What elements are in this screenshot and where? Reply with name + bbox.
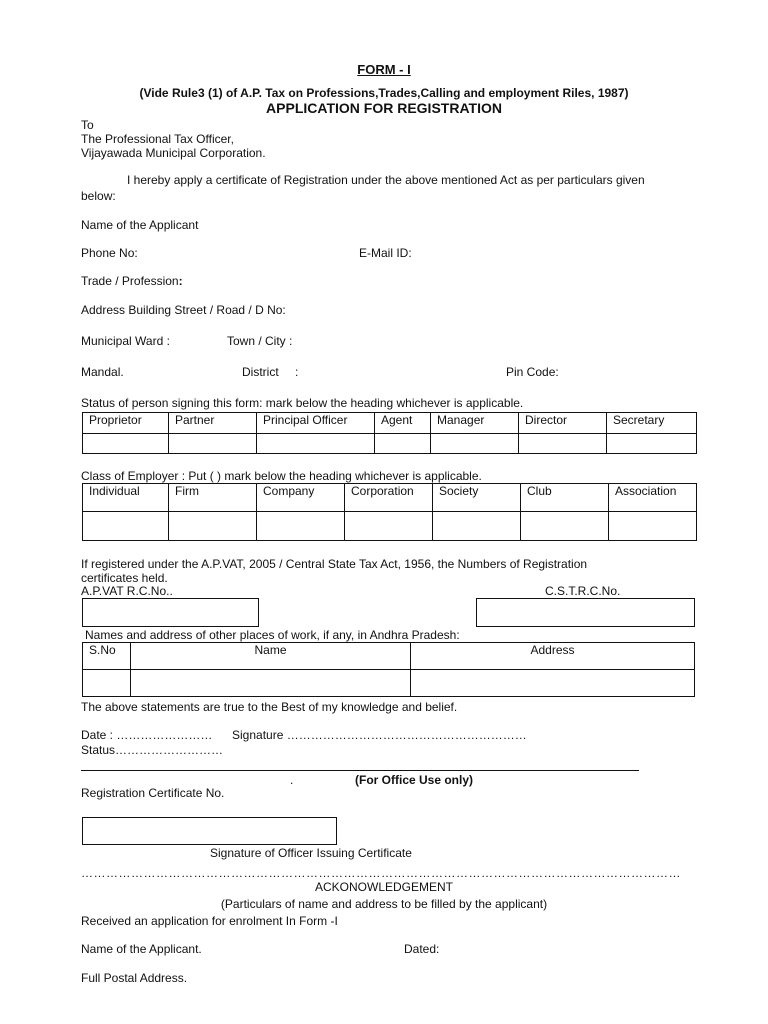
signature-field: Signature …………………………………………………… xyxy=(232,728,527,742)
intro-line-2: below: xyxy=(81,189,116,203)
status-mark-row xyxy=(83,434,697,454)
status-mark-cell[interactable] xyxy=(431,434,519,454)
status-header-row xyxy=(83,413,697,434)
places-entry-cell[interactable] xyxy=(411,670,695,697)
trade-label-colon: : xyxy=(178,274,183,288)
ack-applicant-name: Name of the Applicant. xyxy=(81,942,202,956)
status-instruction: Status of person signing this form: mark below the heading whichever is applicable. xyxy=(81,396,524,410)
ack-received: Received an application for enrolment In Form -I xyxy=(81,914,338,928)
apvat-number-box[interactable] xyxy=(82,598,259,627)
status-mark-cell[interactable] xyxy=(169,434,257,454)
employer-col-company: Company xyxy=(257,484,345,512)
address-corporation: Vijayawada Municipal Corporation. xyxy=(81,146,266,160)
employer-mark-cell[interactable] xyxy=(433,512,521,541)
ack-postal-address: Full Postal Address. xyxy=(81,971,188,985)
status-mark-cell[interactable] xyxy=(83,434,169,454)
status-mark-cell[interactable] xyxy=(257,434,375,454)
intro-line-1: I hereby apply a certificate of Registration under the above mentioned Act as per particulars given xyxy=(127,173,645,187)
ack-dated: Dated: xyxy=(404,942,440,956)
applicant-name-label: Name of the Applicant xyxy=(81,218,199,232)
registration-line-1: If registered under the A.P.VAT, 2005 / Central State Tax Act, 1956, the Numbers of Registration xyxy=(81,557,588,571)
employer-mark-cell[interactable] xyxy=(345,512,433,541)
places-entry-cell[interactable] xyxy=(83,670,131,697)
cut-line: ……………………………………………………………………………………………………………………………… xyxy=(81,866,681,880)
apvat-label: A.P.VAT R.C.No.. xyxy=(81,584,173,598)
office-dot: . xyxy=(290,773,294,787)
employer-mark-cell[interactable] xyxy=(521,512,609,541)
status-col-proprietor: Proprietor xyxy=(83,413,169,434)
status-field: Status……………………… xyxy=(81,743,224,757)
ack-title: ACKONOWLEDGEMENT xyxy=(314,880,453,894)
ack-note: (Particulars of name and address to be filled by the applicant) xyxy=(220,897,548,911)
employer-mark-cell[interactable] xyxy=(257,512,345,541)
places-col-name: Name xyxy=(131,643,411,670)
employer-col-association: Association xyxy=(609,484,697,512)
employer-col-individual: Individual xyxy=(83,484,169,512)
office-use-label: (For Office Use only) xyxy=(355,773,474,787)
address-officer: The Professional Tax Officer, xyxy=(81,132,234,146)
reg-cert-number-box[interactable] xyxy=(82,817,337,845)
employer-col-society: Society xyxy=(433,484,521,512)
mandal-label: Mandal. xyxy=(81,365,124,379)
employer-mark-cell[interactable] xyxy=(169,512,257,541)
status-mark-cell[interactable] xyxy=(519,434,607,454)
date-field: Date : …………………… xyxy=(81,728,213,742)
registration-line-2: certificates held. xyxy=(81,571,168,585)
employer-col-corporation: Corporation xyxy=(345,484,433,512)
office-divider xyxy=(81,770,639,771)
trade-label-text: Trade / Profession xyxy=(81,274,179,288)
places-entry-cell[interactable] xyxy=(131,670,411,697)
places-instruction: Names and address of other places of work, if any, in Andhra Pradesh: xyxy=(85,628,460,642)
employer-table xyxy=(82,483,697,541)
places-header-row xyxy=(83,643,695,670)
form-heading: APPLICATION FOR REGISTRATION xyxy=(266,100,502,116)
places-table xyxy=(82,642,695,697)
phone-label: Phone No: xyxy=(81,246,138,260)
trade-label xyxy=(81,274,183,288)
status-mark-cell[interactable] xyxy=(375,434,431,454)
employer-col-firm: Firm xyxy=(169,484,257,512)
status-col-director: Director xyxy=(519,413,607,434)
employer-instruction: Class of Employer : Put ( ) mark below the heading whichever is applicable. xyxy=(81,469,482,483)
district-label: District xyxy=(242,365,279,379)
district-colon: : xyxy=(295,365,299,379)
status-col-principal-officer: Principal Officer xyxy=(257,413,375,434)
employer-mark-row xyxy=(83,512,697,541)
declaration-statement: The above statements are true to the Best of my knowledge and belief. xyxy=(81,700,458,714)
address-line-label: Address Building Street / Road / D No: xyxy=(81,303,286,317)
cst-label: C.S.T.R.C.No. xyxy=(545,584,621,598)
places-col-sno: S.No xyxy=(83,643,131,670)
status-table xyxy=(82,412,697,454)
places-col-address: Address xyxy=(411,643,695,670)
status-col-manager: Manager xyxy=(431,413,519,434)
reg-cert-label: Registration Certificate No. xyxy=(81,786,225,800)
cst-number-box[interactable] xyxy=(476,598,695,627)
status-col-secretary: Secretary xyxy=(607,413,697,434)
officer-signature-label: Signature of Officer Issuing Certificate xyxy=(210,846,412,860)
employer-header-row xyxy=(83,484,697,512)
employer-mark-cell[interactable] xyxy=(609,512,697,541)
status-col-agent: Agent xyxy=(375,413,431,434)
employer-col-club: Club xyxy=(521,484,609,512)
town-label: Town / City : xyxy=(227,334,293,348)
status-col-partner: Partner xyxy=(169,413,257,434)
status-mark-cell[interactable] xyxy=(607,434,697,454)
email-label: E-Mail ID: xyxy=(359,246,412,260)
pin-code-label: Pin Code: xyxy=(506,365,559,379)
form-title: FORM - I xyxy=(357,62,411,77)
places-entry-row xyxy=(83,670,695,697)
employer-mark-cell[interactable] xyxy=(83,512,169,541)
address-to: To xyxy=(81,118,94,132)
form-subtitle: (Vide Rule3 (1) of A.P. Tax on Professions,Trades,Calling and employment Riles, 1987) xyxy=(139,86,629,100)
ward-label: Municipal Ward : xyxy=(81,334,170,348)
